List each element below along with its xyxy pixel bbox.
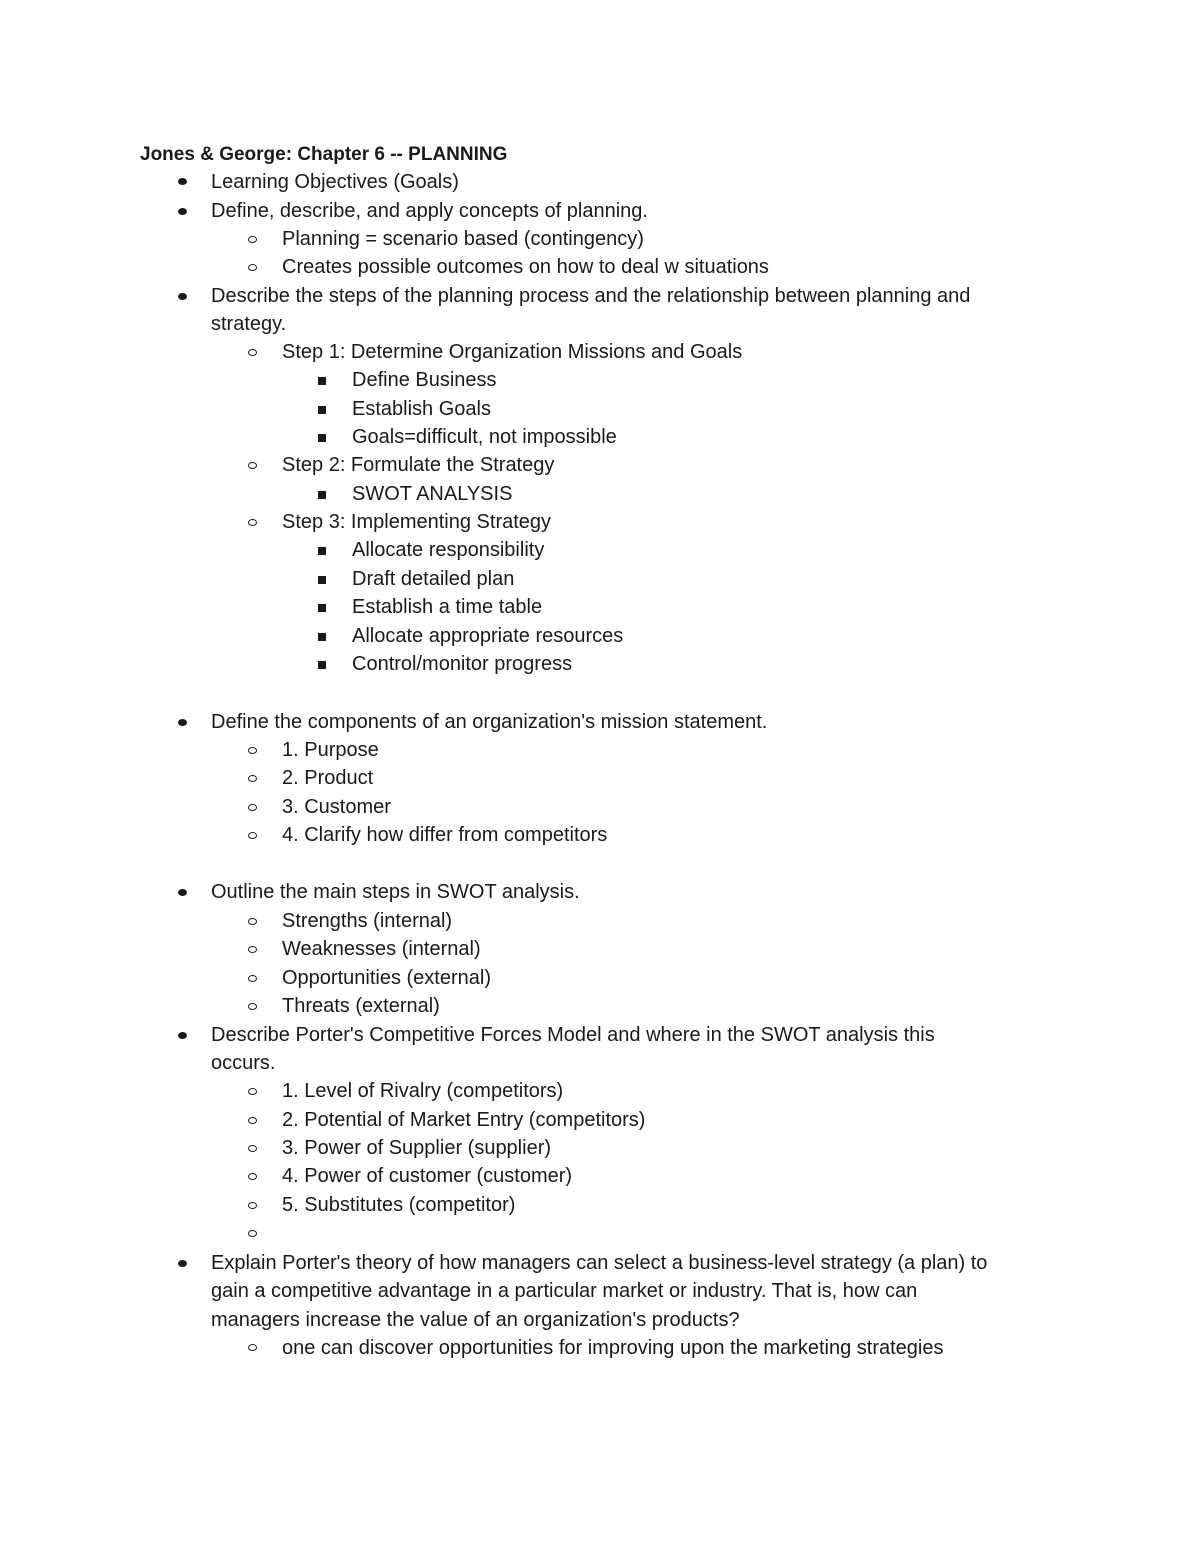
list-item: Weaknesses (internal) [282, 938, 481, 960]
bullet-circle-icon [248, 747, 257, 754]
list-item: Draft detailed plan [352, 568, 515, 590]
list-item: Step 1: Determine Organization Missions and Goals [282, 341, 743, 363]
bullet-square-icon [318, 547, 326, 555]
bullet-square-icon [318, 604, 326, 612]
bullet-disc-icon [178, 889, 187, 896]
list-item: Define, describe, and apply concepts of planning. [211, 200, 648, 222]
bullet-square-icon [318, 406, 326, 414]
list-item: Define the components of an organization's mission statement. [211, 711, 768, 733]
list-item: Step 3: Implementing Strategy [282, 511, 552, 533]
bullet-disc-icon [178, 208, 187, 215]
list-item: one can discover opportunities for improving upon the marketing strategies [282, 1337, 944, 1359]
list-item: Strengths (internal) [282, 910, 453, 932]
bullet-square-icon [318, 576, 326, 584]
bullet-circle-icon [248, 236, 257, 243]
bullet-square-icon [318, 633, 326, 641]
list-item: 2. Product [282, 767, 374, 789]
bullet-circle-icon [248, 1230, 257, 1237]
list-item-continuation: managers increase the value of an organization's products? [211, 1309, 740, 1331]
bullet-circle-icon [248, 946, 257, 953]
list-item: Planning = scenario based (contingency) [282, 228, 644, 250]
bullet-circle-icon [248, 832, 257, 839]
list-item: 1. Level of Rivalry (competitors) [282, 1080, 564, 1102]
list-item: Creates possible outcomes on how to deal w situations [282, 256, 769, 278]
bullet-circle-icon [248, 1344, 257, 1351]
list-item: Control/monitor progress [352, 653, 573, 675]
list-item: Goals=difficult, not impossible [352, 426, 617, 448]
list-item-continuation: gain a competitive advantage in a particular market or industry. That is, how can [211, 1280, 918, 1302]
bullet-circle-icon [248, 804, 257, 811]
list-item: Establish a time table [352, 596, 543, 618]
list-item: Define Business [352, 369, 497, 391]
bullet-disc-icon [178, 293, 187, 300]
bullet-circle-icon [248, 975, 257, 982]
list-item: 3. Power of Supplier (supplier) [282, 1137, 552, 1159]
list-item: Allocate appropriate resources [352, 625, 624, 647]
list-item: 2. Potential of Market Entry (competitors) [282, 1109, 646, 1131]
list-item: Threats (external) [282, 995, 440, 1017]
bullet-circle-icon [248, 1088, 257, 1095]
list-item: Describe the steps of the planning process and the relationship between planning and [211, 285, 971, 307]
list-item-continuation: strategy. [211, 313, 287, 335]
list-item: Describe Porter's Competitive Forces Model and where in the SWOT analysis this [211, 1024, 935, 1046]
list-item: 4. Power of customer (customer) [282, 1165, 573, 1187]
bullet-disc-icon [178, 1260, 187, 1267]
bullet-circle-icon [248, 519, 257, 526]
list-item: 5. Substitutes (competitor) [282, 1194, 516, 1216]
bullet-circle-icon [248, 264, 257, 271]
document-title: Jones & George: Chapter 6 -- PLANNING [140, 144, 508, 165]
bullet-square-icon [318, 434, 326, 442]
bullet-circle-icon [248, 775, 257, 782]
bullet-square-icon [318, 491, 326, 499]
bullet-disc-icon [178, 719, 187, 726]
list-item: Step 2: Formulate the Strategy [282, 454, 555, 476]
list-item: 4. Clarify how differ from competitors [282, 824, 608, 846]
list-item: Allocate responsibility [352, 539, 545, 561]
list-item: Opportunities (external) [282, 967, 491, 989]
list-item: 3. Customer [282, 796, 391, 818]
bullet-circle-icon [248, 1003, 257, 1010]
bullet-square-icon [318, 377, 326, 385]
bullet-circle-icon [248, 1173, 257, 1180]
bullet-disc-icon [178, 178, 187, 185]
list-item: Establish Goals [352, 398, 491, 420]
bullet-circle-icon [248, 918, 257, 925]
list-item: Explain Porter's theory of how managers can select a business-level strategy (a plan) to [211, 1252, 988, 1274]
bullet-circle-icon [248, 1145, 257, 1152]
bullet-circle-icon [248, 462, 257, 469]
list-item: SWOT ANALYSIS [352, 483, 513, 505]
list-item-continuation: occurs. [211, 1052, 276, 1074]
bullet-circle-icon [248, 1202, 257, 1209]
list-item: Learning Objectives (Goals) [211, 171, 459, 193]
list-item: 1. Purpose [282, 739, 379, 761]
bullet-circle-icon [248, 349, 257, 356]
list-item: Outline the main steps in SWOT analysis. [211, 881, 580, 903]
bullet-square-icon [318, 661, 326, 669]
bullet-disc-icon [178, 1032, 187, 1039]
bullet-circle-icon [248, 1117, 257, 1124]
